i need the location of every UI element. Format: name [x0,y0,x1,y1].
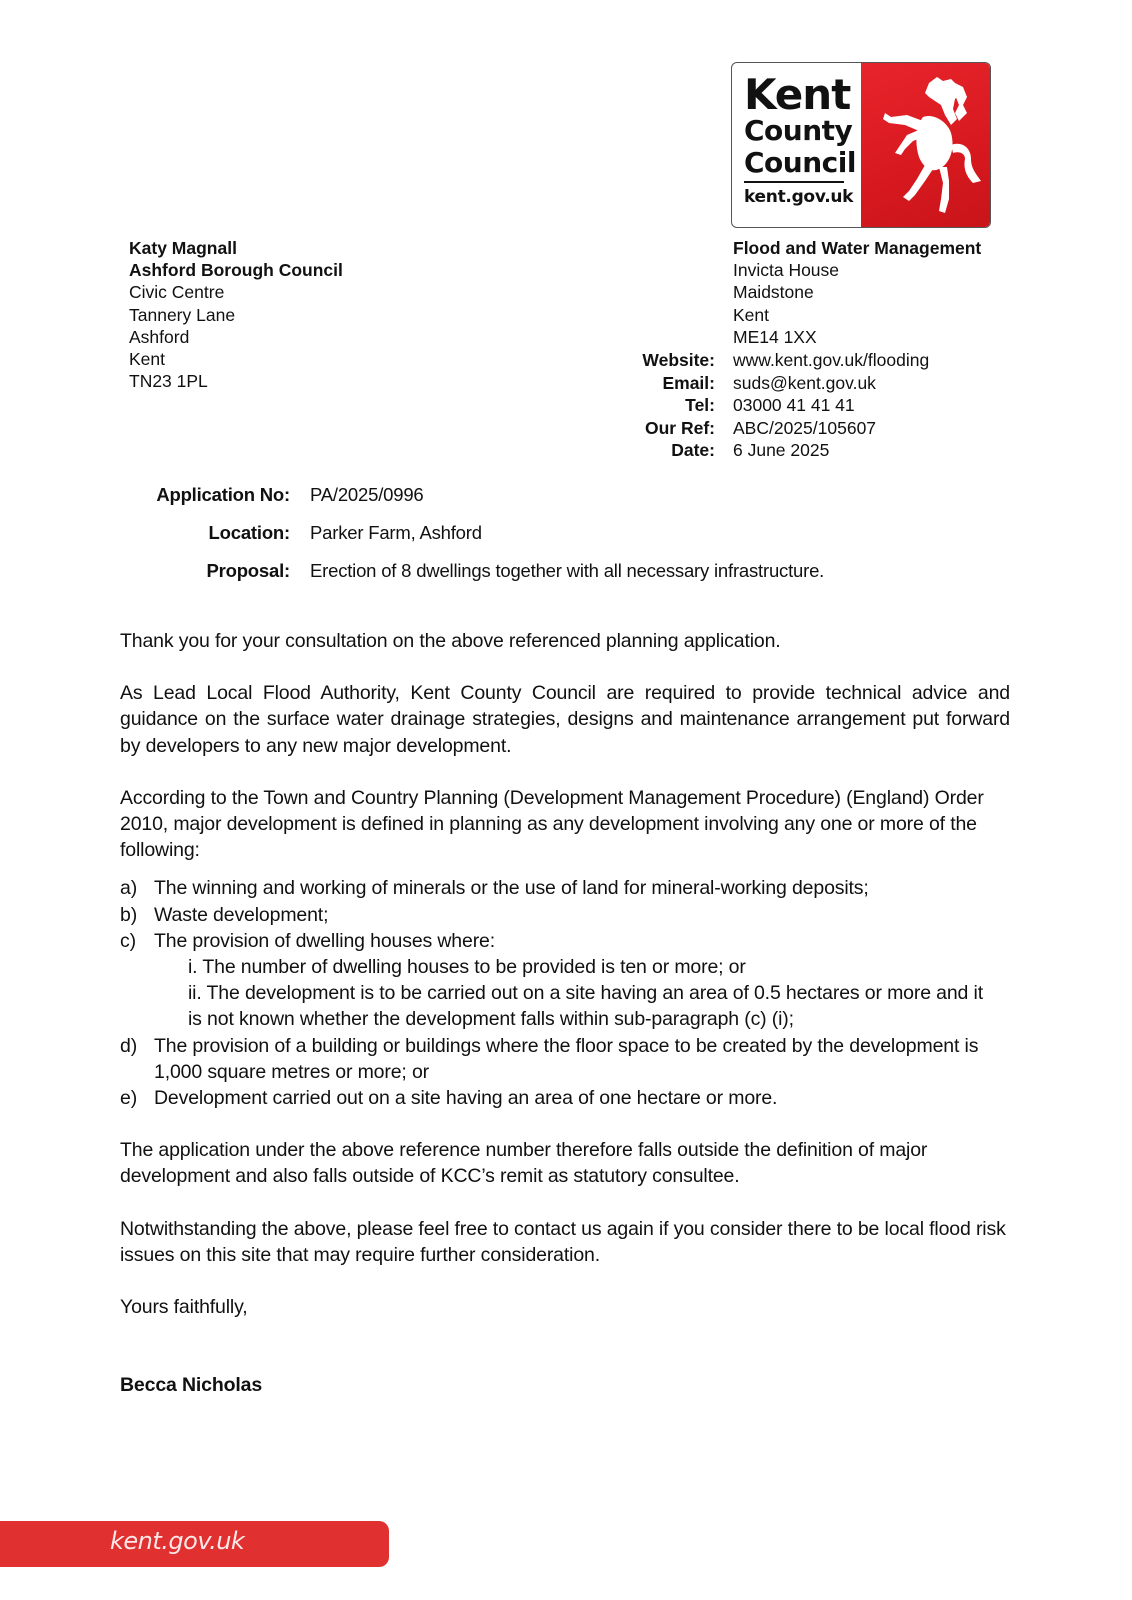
list-text: The provision of a building or buildings where the floor space to be created by the development is 1,000 square metres or more; or [154,1034,979,1083]
logo-emblem-panel [861,63,990,227]
footer-url[interactable]: kent.gov.uk [110,1527,245,1555]
contact-website [600,349,929,372]
sender-address [733,237,981,348]
recipient-address-line: Tannery Lane [129,304,236,325]
contact-ref [600,417,929,440]
logo-text-kent: Kent [744,70,851,119]
logo-wordmark [732,63,861,227]
contact-label: Our Ref: [645,417,715,438]
list-item [120,928,1010,954]
recipient-address-line: Kent [129,349,165,370]
list-marker: d) [120,1034,138,1057]
list-item [120,902,1010,928]
recipient-name: Katy Magnall [129,238,237,258]
white-horse-icon [867,69,985,219]
application-details [120,484,824,598]
paragraph-contact: Notwithstanding the above, please feel free to contact us again if you consider there to be local flood risk issues on this site that may require further consideration. [120,1217,1006,1266]
location-label: Location: [208,522,290,543]
recipient-postcode: TN23 1PL [129,371,208,392]
list-item [120,875,1010,901]
contact-date [600,439,929,462]
sender-address-line: Maidstone [733,282,814,303]
logo-text-county: County [744,114,853,147]
list-marker: c) [120,929,136,952]
contact-tel [600,394,929,417]
list-marker: a) [120,877,138,900]
footer-bar [0,1521,389,1567]
paragraph-conclusion: The application under the above reference number therefore falls outside the definition of major development and also falls outside of KCC’s remit as statutory consultee. [120,1139,928,1188]
contact-label: Tel: [685,395,715,415]
application-number-row [120,484,824,522]
paragraph-llfa: As Lead Local Flood Authority, Kent County Council are required to provide technical advice and guidance on the surface water drainage strategies, designs and maintenance arrangement put forward by developers to any new major development. [120,682,1010,757]
date-value: 6 June 2025 [733,440,830,460]
contact-label: Date: [671,440,715,460]
criteria-list [120,875,1010,1111]
recipient-address [129,237,343,392]
reference-value: ABC/2025/105607 [733,417,877,438]
proposal-label: Proposal: [206,560,290,581]
paragraph-thanks: Thank you for your consultation on the above referenced planning application. [120,630,781,652]
list-item [120,1033,1010,1085]
contact-label: Website: [642,350,715,370]
sender-postcode: ME14 1XX [733,326,817,347]
logo-divider [744,181,844,183]
closing: Yours faithfully, [120,1296,248,1319]
proposal-value: Erection of 8 dwellings together with all necessary infrastructure. [310,560,825,581]
list-marker: e) [120,1087,138,1110]
paragraph-definition: According to the Town and Country Planning (Development Management Procedure) (England) Order 2010, major development is defined in planning as any development involving any one or more of the following: [120,786,984,862]
sender-address-line: Invicta House [733,260,840,281]
list-text: Waste development; [154,903,329,926]
list-text: The winning and working of minerals or the use of land for mineral-working deposits; [154,877,869,900]
kcc-logo [731,62,991,228]
sublist-item: i. The number of dwelling houses to be provided is ten or more; or [188,956,746,979]
contact-label: Email: [662,372,715,393]
website-link[interactable]: www.kent.gov.uk/flooding [733,350,930,370]
tel-value: 03000 41 41 41 [733,395,855,415]
recipient-organisation: Ashford Borough Council [129,260,343,281]
logo-text-council: Council [744,146,856,179]
recipient-address-line: Ashford [129,326,190,347]
sublist-item: ii. The development is to be carried out on a site having an area of 0.5 hectares or more and it is not known whether the development falls within sub-paragraph (c) (i); [188,982,983,1031]
email-link[interactable]: suds@kent.gov.uk [733,372,876,393]
contact-details [600,349,929,462]
letter-body [120,628,1010,1398]
signatory-name: Becca Nicholas [120,1374,263,1397]
contact-email [600,372,929,395]
list-text: Development carried out on a site having an area of one hectare or more. [154,1087,778,1110]
application-number-label: Application No: [156,484,290,505]
list-item [120,1085,1010,1111]
location-row [120,522,824,560]
list-text: The provision of dwelling houses where: [154,929,496,952]
recipient-address-line: Civic Centre [129,282,225,303]
proposal-row [120,560,824,598]
application-number-value: PA/2025/0996 [310,484,424,505]
sender-department: Flood and Water Management [733,238,982,258]
location-value: Parker Farm, Ashford [310,522,482,543]
sender-address-line: Kent [733,304,769,325]
logo-url: kent.gov.uk [744,187,854,207]
list-marker: b) [120,903,138,926]
signature-space [120,1320,1010,1372]
